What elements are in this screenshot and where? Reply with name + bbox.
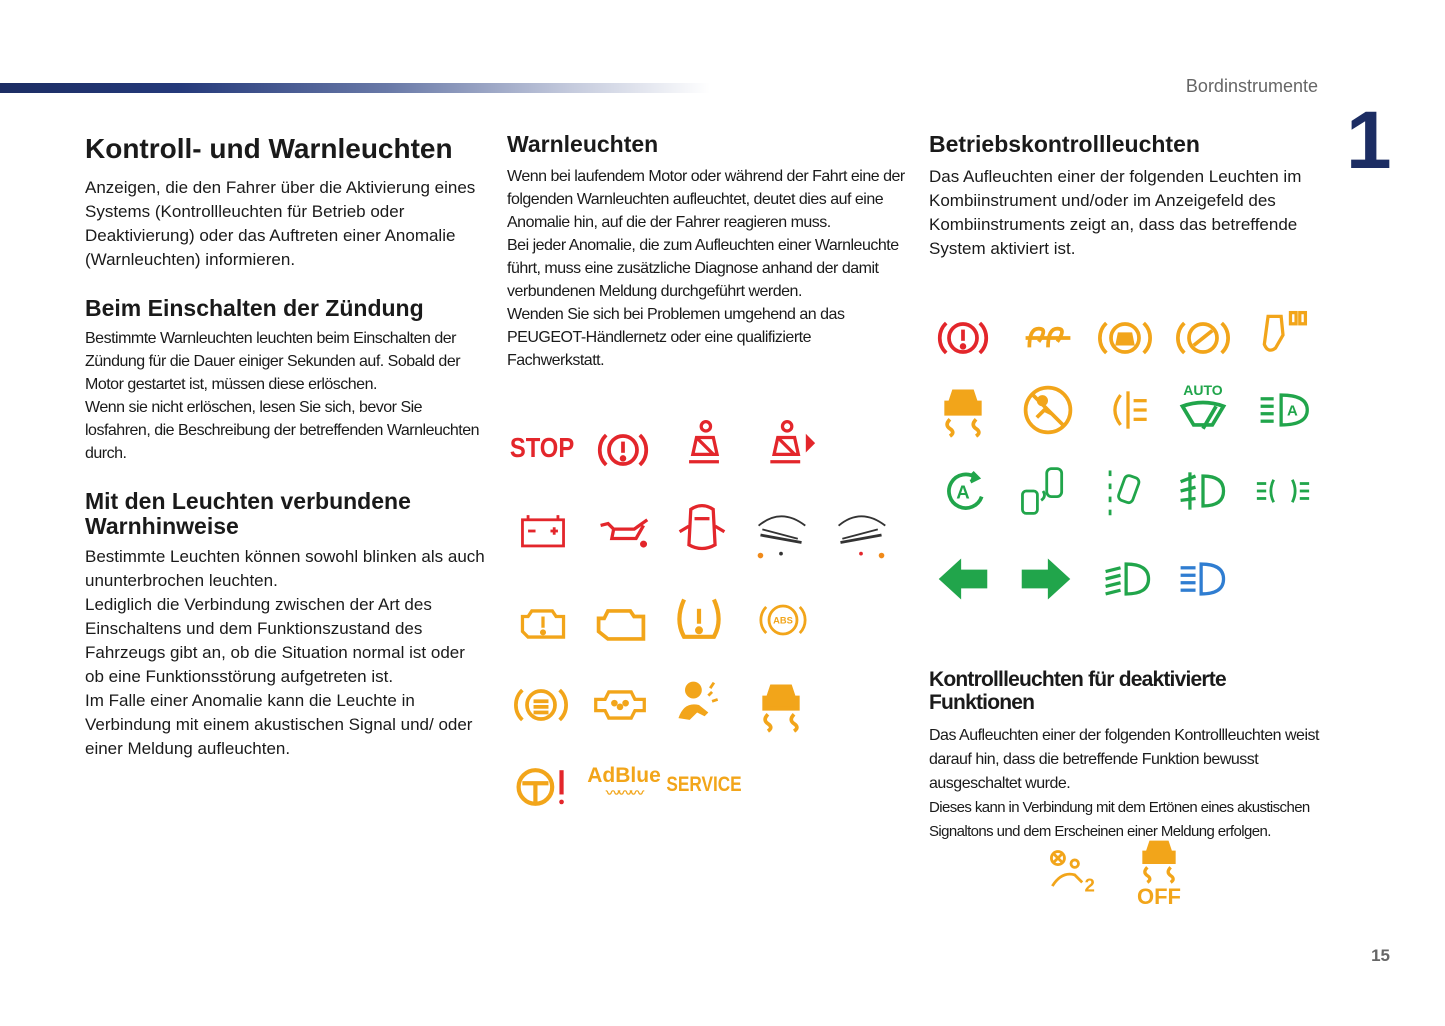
foot-on-brake-icon (1252, 304, 1314, 366)
engine-check-icon (590, 593, 652, 655)
engine-warning-icon (512, 593, 574, 655)
adblue-wave: 〰〰〰 (606, 784, 642, 801)
automatic-parking-brake-icon (1172, 307, 1234, 369)
paragraph-ignition-2: Wenn sie nicht erlöschen, lesen Sie sich, bevor Sie losfahren, die Beschreibung der betreffenden Warnleuchten durch. (85, 398, 479, 462)
intro-paragraph: Anzeigen, die den Fahrer über die Aktivierung eines Systems (Kontrollleuchten für Betrieb oder Deaktivierung) oder das Auftreten einer Anomalie (Warnleuchten) informieren. (85, 177, 476, 269)
stop-start-icon (932, 460, 994, 522)
esp-off-icon (1128, 828, 1190, 914)
esp-active-icon (932, 379, 994, 441)
header-gradient-bar (0, 83, 710, 93)
status-paragraph: Das Aufleuchten einer der folgenden Leuchten im Kombiinstrument und/oder im Anzeigefeld des Kombiinstruments zeigt an, dass das betreffende System aktiviert ist. (929, 167, 1302, 259)
brake-warning-icon-red (592, 419, 654, 481)
door-open-icon (671, 497, 733, 559)
deactivated-paragraph-2: Dieses kann in Verbindung mit dem Ertönen eines akustischen Signaltons und dem Erscheinen einer Meldung erfolgen. (929, 799, 1310, 841)
particle-filter-icon (589, 674, 651, 736)
heading-warning-lights: Warnleuchten (507, 131, 659, 157)
airbag-icon (668, 674, 730, 736)
column-status-lights (929, 132, 1329, 261)
oil-pressure-icon (592, 500, 654, 562)
passenger-airbag-off-icon (1017, 379, 1079, 441)
turn-left-icon (932, 548, 994, 610)
stop-icon: STOP (509, 432, 575, 463)
paragraph-warnings-1: Bestimmte Leuchten können sowohl blinken als auch ununterbrochen leuchten. (85, 547, 485, 591)
dipped-beam-icon (1097, 548, 1159, 610)
park-assist-icon (1012, 460, 1074, 522)
paragraph-warnings-2: Lediglich die Verbindung zwischen der Art des Einschaltens und dem Funktionszustand des Fahrzeugs gibt an, ob die Situation normal ist oder ob eine Funktionsstörung aufgetreten ist. (85, 595, 465, 687)
rear-fog-light-icon (1097, 379, 1159, 441)
seatbelt-passenger-icon (758, 414, 820, 476)
gauge-warning-icon-2 (830, 504, 892, 566)
deactivated-paragraph-1: Das Aufleuchten einer der folgenden Kontrollleuchten weist darauf hin, dass die betreffende Funktion bewusst ausgeschaltet wurde. (929, 727, 1319, 793)
warning-paragraph-2: Bei jeder Anomalie, die zum Aufleuchten einer Warnleuchte führt, muss eine zusätzliche Diagnose anhand der damit verbundenen Meldung durchgeführt werden. (507, 237, 899, 301)
paragraph-warnings-3: Im Falle einer Anomalie kann die Leuchte in Verbindung mit einem akustischen Signal und/ oder einer Meldung aufleuchten. (85, 691, 473, 759)
passenger-airbag-deactivated-icon (1040, 842, 1102, 904)
heading-deactivated: Kontrollleuchten für deaktivierte Funktionen (929, 668, 1226, 715)
seatbelt-icon (673, 414, 735, 476)
abs-icon (752, 589, 814, 651)
auto-wipe-icon (1172, 379, 1234, 441)
heading-status-lights: Betriebskontrollleuchten (929, 131, 1200, 157)
chapter-number: 1 (1346, 95, 1392, 186)
heading-ignition: Beim Einschalten der Zündung (85, 294, 424, 321)
page-number: 15 (1371, 946, 1390, 965)
glow-plug-icon (1017, 307, 1079, 369)
svg-text:A: A (956, 481, 970, 503)
section-title: Bordinstrumente (1185, 76, 1318, 96)
battery-icon (512, 500, 574, 562)
page-heading: Kontroll- und Warnleuchten (85, 133, 453, 164)
off-label: OFF (1137, 884, 1181, 909)
adblue-icon (588, 762, 660, 802)
front-fog-light-icon (1172, 460, 1234, 522)
column-intro (85, 132, 485, 761)
heading-warnings: Mit den Leuchten verbundene Warnhinweise (85, 487, 411, 540)
column-warning-lights (507, 132, 907, 372)
airbag-number: 2 (1084, 874, 1095, 896)
section-deactivated (929, 668, 1329, 844)
gauge-warning-icon (750, 504, 812, 566)
lane-departure-icon (1094, 460, 1156, 522)
side-lights-icon (1252, 460, 1314, 522)
paragraph-ignition-1: Bestimmte Warnleuchten leuchten beim Einschalten der Zündung für die Dauer einiger Sekunden auf. Sobald der Motor gestartet ist, müssen diese erlöschen. (85, 329, 461, 393)
warning-paragraph-1: Wenn bei laufendem Motor oder während der Fahrt eine der folgenden Warnleuchten aufleuchtet, deutet dies auf eine Anomalie hin, auf die der Fahrer reagieren muss. (507, 168, 905, 232)
svg-text:A: A (1286, 402, 1298, 420)
esp-icon (750, 674, 812, 736)
steering-warning-icon (510, 756, 572, 818)
parking-brake-icon (932, 307, 994, 369)
brake-status-icon (1094, 307, 1156, 369)
turn-right-icon (1015, 548, 1077, 610)
auto-high-beam-icon (1252, 379, 1314, 441)
tyre-pressure-icon (668, 589, 730, 651)
warning-paragraph-3: Wenden Sie sich bei Problemen umgehend an das PEUGEOT-Händlernetz oder eine qualifizierte Fachwerkstatt. (507, 306, 845, 370)
brake-pad-icon (510, 674, 572, 736)
main-beam-icon (1172, 548, 1234, 610)
service-icon: SERVICE (666, 773, 742, 796)
abs-label: ABS (773, 615, 793, 626)
adblue-label: AdBlue (587, 763, 661, 787)
auto-label: AUTO (1183, 382, 1223, 399)
